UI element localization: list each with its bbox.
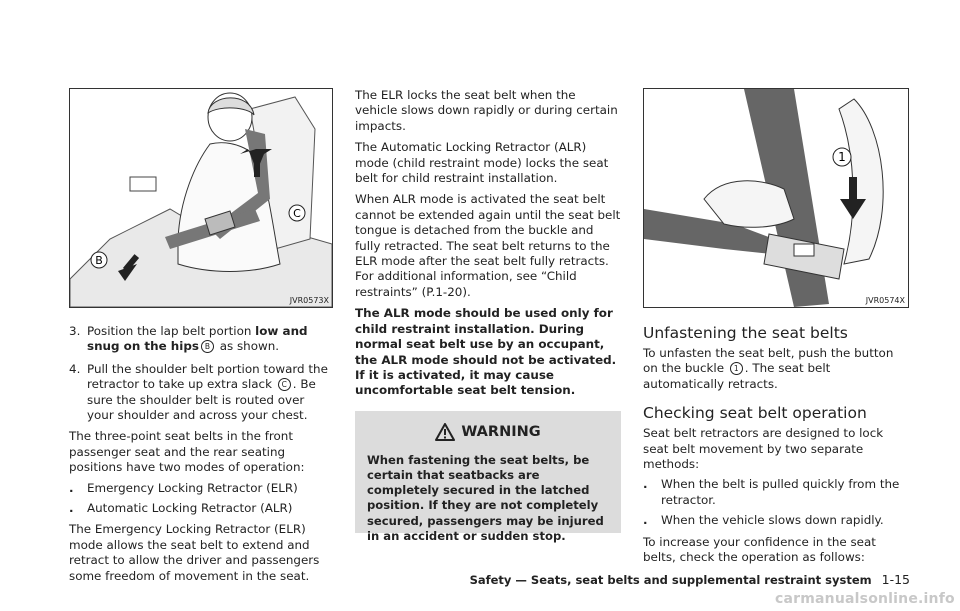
paragraph: The Automatic Locking Retractor (ALR) mode (child restraint mode) locks the seat belt for child restraint installation. — [355, 140, 609, 186]
paragraph: Seat belt retractors are designed to lock seat belt movement by two separate methods: — [643, 426, 884, 472]
bullet-item: . When the belt is pulled quickly from the retractor. — [643, 477, 900, 507]
step-text: Pull the shoulder belt portion toward the retractor to take up extra slack C . Be sure the shoulder belt is routed over your shoulder and across your chest. — [87, 361, 328, 423]
footer-title: Safety — Seats, seat belts and supplemental restraint system — [469, 573, 872, 587]
lap-belt-illustration — [70, 89, 332, 307]
paragraph: The Emergency Locking Retractor (ELR) mode allows the seat belt to extend and retract to allow the driver and passengers some freedom of movement in the seat. — [69, 522, 320, 583]
bullet-item: . Emergency Locking Retractor (ELR) — [69, 480, 298, 495]
column-2 — [355, 88, 621, 543]
paragraph: When ALR mode is activated the seat belt cannot be extended again until the seat belt tongue is detached from the buckle and fully retracted. The seat belt returns to the ELR mode after the seat belt fully retracts. For additional information, see “Child restraints” (P.1-20). — [355, 192, 621, 299]
step-4 — [69, 362, 333, 424]
warning-icon — [435, 423, 455, 441]
figure-label-b: B — [95, 254, 103, 267]
figure-code: JVR0574X — [865, 296, 905, 305]
paragraph: The three-point seat belts in the front passenger seat and the rear seating positions have two modes of operation: — [69, 429, 305, 475]
bullet-item: . When the vehicle slows down rapidly. — [643, 513, 884, 528]
page-number: 1-15 — [881, 572, 910, 587]
figure-code: JVR0573X — [289, 296, 329, 305]
marker-c: C — [278, 378, 291, 391]
figure-lap-belt — [69, 88, 333, 308]
figure-label-c: C — [293, 207, 301, 220]
figure-label-1: 1 — [838, 150, 846, 164]
bullet-item: . Automatic Locking Retractor (ALR) — [69, 501, 293, 516]
figure-buckle — [643, 88, 909, 308]
step-3 — [69, 324, 333, 355]
column-3 — [643, 88, 909, 565]
marker-b: B — [201, 340, 214, 353]
step-text: Position the lap belt portion low and snug on the hips B as shown. — [87, 324, 308, 354]
warning-box — [355, 411, 621, 543]
step-number: 3. — [69, 324, 81, 338]
page-footer — [0, 572, 910, 587]
warning-title: WARNING — [461, 423, 541, 440]
paragraph: To unfasten the seat belt, push the button on the buckle 1 . The seat belt automatically retracts. — [643, 346, 894, 391]
column-1 — [69, 88, 333, 584]
paragraph: The ELR locks the seat belt when the vehicle slows down rapidly or during certain impacts. — [355, 88, 618, 133]
warning-header — [367, 423, 609, 441]
warning-text: When fastening the seat belts, be certain that seatbacks are completely secured in the latched position. If they are not completely secured, passengers may be injured in an accident or sudden stop. — [367, 452, 604, 543]
paragraph: To increase your confidence in the seat belts, check the operation as follows: — [643, 534, 876, 565]
heading-unfastening: Unfastening the seat belts — [643, 324, 848, 342]
buckle-illustration — [644, 89, 908, 307]
marker-1: 1 — [730, 362, 743, 375]
step-number: 4. — [69, 361, 81, 376]
paragraph-bold: The ALR mode should be used only for child restraint installation. During normal seat belt use by an occupant, the ALR mode should not be activated. If it is activated, it may cause uncomfortable seat belt tension. — [355, 306, 617, 398]
heading-checking: Checking seat belt operation — [643, 404, 867, 423]
watermark: carmanualsonline.info — [775, 591, 955, 607]
